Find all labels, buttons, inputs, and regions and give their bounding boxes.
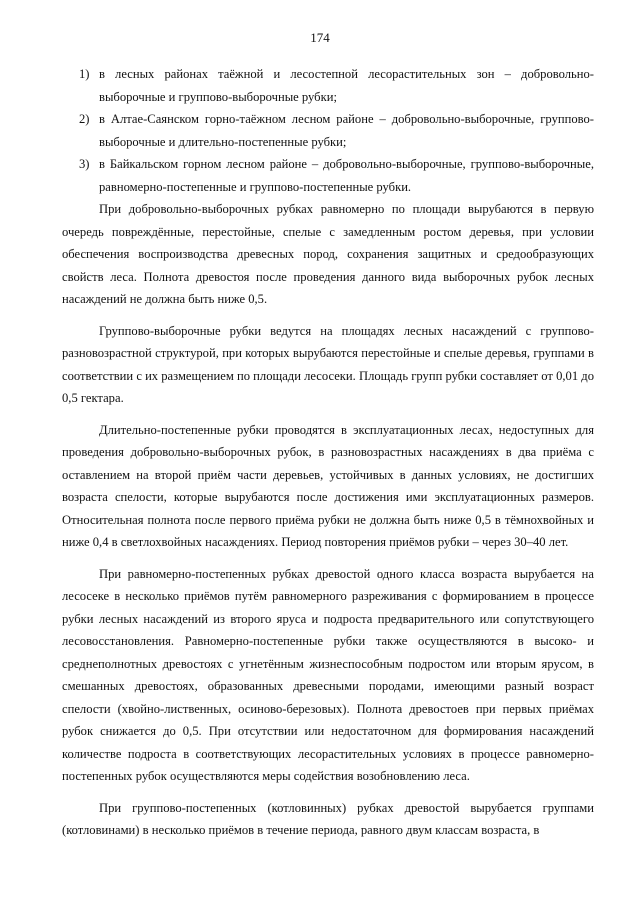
list-item-number: 3) bbox=[79, 157, 90, 171]
logging-types-list bbox=[62, 63, 594, 198]
list-item-text: в лесных районах таёжной и лесостепной лесорастительных зон – добровольно-выборочные и группово-выборочные рубки; bbox=[99, 67, 594, 104]
list-item-number: 1) bbox=[79, 67, 90, 81]
paragraph-uniform-gradual-logging: При равномерно-постепенных рубках древостой одного класса возраста вырубается на лесосеке в несколько приёмов путём равномерного разреживания с формированием в процессе рубки лесных насаждений из второго яруса и подроста предварительного или сопутствующего лесовосстановления. Равномерно-постепенные рубки также осуществляются в высоко- и среднеполнотных древостоях с угнетённым жизнеспособным подростом или вторым ярусом, в смешанных древостоях, образованных древесными породами, имеющими разный возраст спелости (хвойно-лиственных, осиново-березовых). Полнота древостоев при первых приёмах рубок снижается до 0,5. При отсутствии или недостаточном для формирования насаждений количестве подроста в соответствующих лесорастительных условиях в процессе равномерно-постепенных рубок осуществляются меры содействия возобновлению леса. bbox=[62, 566, 594, 783]
list-item-text: в Алтае-Саянском горно-таёжном лесном районе – добровольно-выборочные, группово-выборочные и длительно-постепенные рубки; bbox=[99, 112, 594, 149]
list-item bbox=[62, 63, 594, 108]
page-number: 174 bbox=[310, 30, 330, 45]
paragraph-long-gradual-logging: Длительно-постепенные рубки проводятся в эксплуатационных лесах, недоступных для проведения добровольно-выборочных рубок, в разновозрастных насаждениях в два приёма с оставлением на второй приём части деревьев, устойчивых в данных условиях, не достигших возраста спелости, которые вырубаются после достижения ими эксплуатационных размеров. Относительная полнота после первого приёма рубки не должна быть ниже 0,5 в тёмнохвойных и ниже 0,4 в светлохвойных насаждениях. Период повторения приёмов рубки – через 30–40 лет. bbox=[62, 422, 594, 549]
body-text bbox=[62, 63, 594, 842]
list-item bbox=[62, 108, 594, 153]
paragraph-group-gradual-logging: При группово-постепенных (котловинных) рубках древостой вырубается группами (котловинами) в несколько приёмов в течение периода, равного двум классам возраста, в bbox=[62, 800, 594, 837]
list-item-text: в Байкальском горном лесном районе – добровольно-выборочные, группово-выборочные, равномерно-постепенные и группово-постепенные рубки. bbox=[99, 157, 594, 194]
list-item-number: 2) bbox=[79, 112, 90, 126]
paragraph-group-selective-logging: Группово-выборочные рубки ведутся на площадях лесных насаждений с группово-разновозрастной структурой, при которых вырубаются перестойные и спелые деревья, группами в соответствии с их размещением по площади лесосеки. Площадь групп рубки составляет от 0,01 до 0,5 гектара. bbox=[62, 323, 594, 405]
list-item bbox=[62, 153, 594, 198]
paragraph-selective-logging: При добровольно-выборочных рубках равномерно по площади вырубаются в первую очередь повреждённые, перестойные, спелые с замедленным ростом деревья, при условии обеспечения воспроизводства древесных пород, сохранения защитных и средообразующих свойств леса. Полнота древостоя после проведения данного вида выборочных рубок лесных насаждений не должна быть ниже 0,5. bbox=[62, 202, 594, 306]
